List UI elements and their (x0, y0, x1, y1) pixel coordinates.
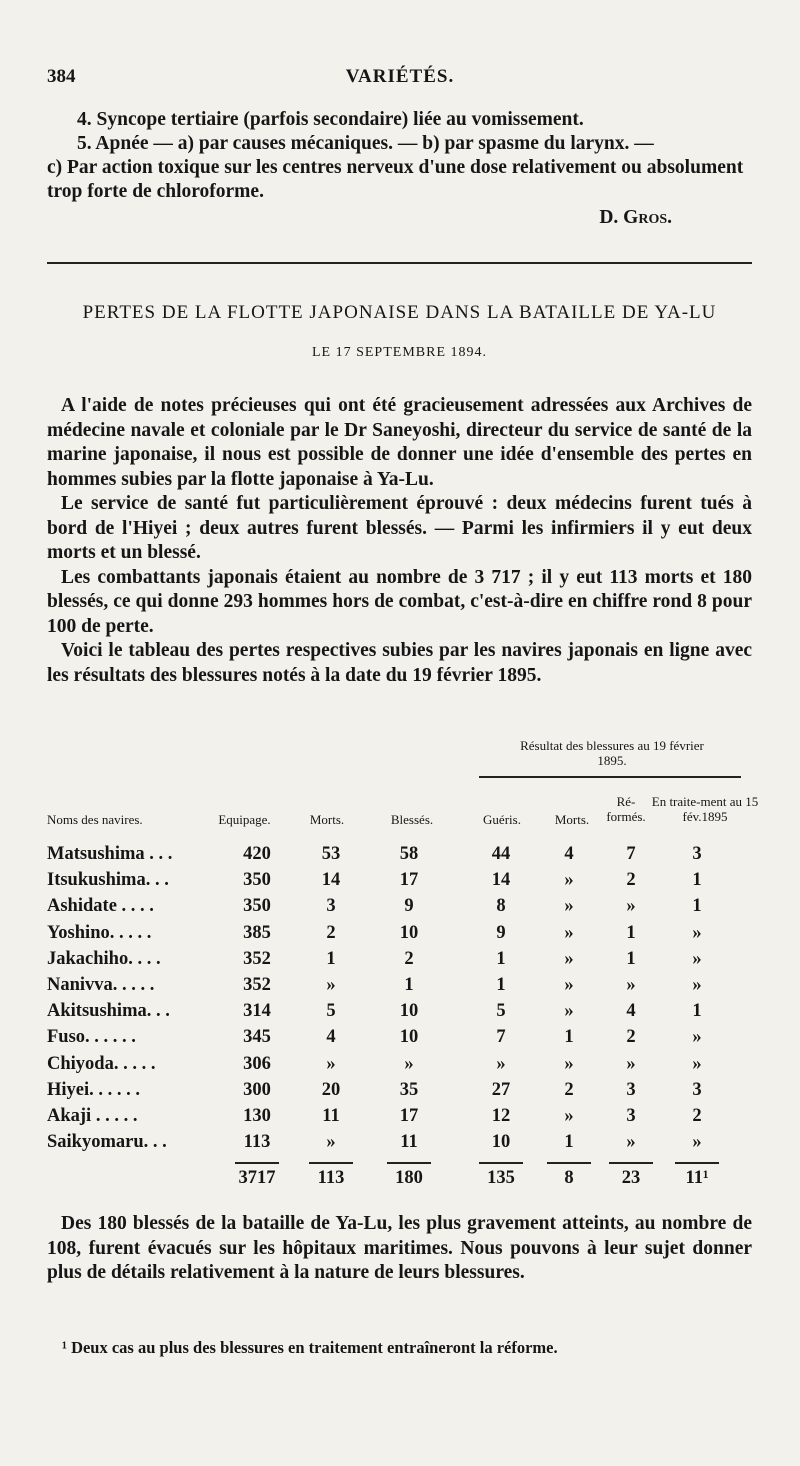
total-rule (675, 1162, 719, 1164)
cell-ship-name: Akaji . . . . . (47, 1106, 138, 1126)
cell-morts-2: » (564, 948, 574, 969)
paragraph: Des 180 blessés de la bataille de Ya-Lu, les plus gravement atteints, au nombre de 108, furent évacués sur les hôpitaux maritimes. Nous pouvons à leur sujet donner plus de détails relativement à la nature de leurs blessures. (47, 1213, 752, 1283)
cell-equipage: 385 (243, 922, 271, 943)
cell-equipage: 300 (243, 1079, 271, 1100)
table-row (47, 923, 762, 947)
cell-reformes: » (626, 975, 636, 995)
cell-gueris: 27 (491, 1079, 511, 1100)
article-title: PERTES DE LA FLOTTE JAPONAISE DANS LA BATAILLE DE YA-LU (82, 302, 717, 323)
cell-blesses: 58 (399, 844, 419, 864)
cell-traitement: 1 (692, 1001, 702, 1022)
total-equipage: 3717 (238, 1168, 276, 1188)
cell-morts-2: 1 (564, 1132, 574, 1153)
cell-blesses: 10 (399, 1027, 419, 1048)
col-header-names: Noms des navires. (47, 812, 143, 827)
cell-gueris: 10 (491, 1132, 511, 1153)
running-header (47, 66, 753, 92)
cell-reformes: 2 (626, 1027, 636, 1048)
cell-reformes: 1 (626, 922, 636, 943)
cell-morts: 4 (326, 1027, 336, 1048)
cell-traitement: » (692, 1132, 702, 1153)
table-row (47, 1001, 762, 1025)
cell-ship-name: Ashidate . . . . (47, 896, 154, 917)
cell-gueris: 14 (491, 870, 511, 891)
total-morts: 113 (317, 1168, 345, 1188)
cell-ship-name: Yoshino. . . . . (47, 922, 152, 943)
total-rule (309, 1162, 353, 1164)
cell-blesses: 10 (399, 1001, 419, 1022)
cell-morts: » (326, 1132, 336, 1153)
total-rule (547, 1162, 591, 1164)
col-header-reformes: Ré-formés. (606, 794, 646, 824)
closing-paragraph (47, 1212, 752, 1286)
cell-morts: 53 (321, 844, 341, 864)
cell-gueris: 1 (496, 948, 506, 969)
table-row (47, 1132, 762, 1156)
cell-morts: 5 (326, 1001, 336, 1022)
running-title: VARIÉTÉS. (345, 66, 455, 87)
cell-ship-name: Itsukushima. . . (47, 870, 169, 891)
table-group-header: Résultat des blessures au 19 février 1895. (520, 738, 704, 768)
previous-article-end (47, 108, 752, 230)
paragraph: Le service de santé fut particulièrement éprouvé : deux médecins furent tués à bord de l'Hiyei ; deux autres furent blessés. — Parmi les infirmiers il y eut deux morts et un blessé. (47, 493, 752, 563)
cell-blesses: 11 (400, 1132, 418, 1153)
cell-reformes: » (626, 896, 636, 917)
table-row (47, 949, 762, 973)
cell-traitement: 2 (692, 1106, 702, 1126)
cell-blesses: 17 (399, 870, 419, 891)
cell-reformes: 3 (626, 1106, 636, 1126)
paragraph: Les combattants japonais étaient au nombre de 3 717 ; il y eut 113 morts et 180 blessés, ce qui donne 293 hommes hors de combat, c'est-à-dire en chiffre rond 8 pour 100 de perte. (47, 566, 752, 637)
cell-morts-2: » (564, 922, 574, 943)
cell-gueris: 12 (491, 1106, 511, 1126)
cell-traitement: 1 (692, 870, 702, 891)
cell-morts-2: 1 (564, 1027, 574, 1048)
cell-morts-2: » (564, 870, 574, 891)
list-item-5: 5. Apnée — a) par causes mécaniques. — b) par spasme du larynx. — (77, 133, 654, 154)
cell-traitement: » (692, 975, 702, 995)
cell-gueris: 44 (491, 844, 511, 864)
cell-equipage: 352 (243, 975, 271, 995)
list-item-5-continued: c) Par action toxique sur les centres nerveux d'une dose relativement ou absolument trop forte de chloroforme. (47, 157, 744, 202)
cell-equipage: 350 (243, 870, 271, 891)
col-header-blesses: Blessés. (390, 812, 434, 827)
table-row (47, 1106, 762, 1130)
cell-blesses: » (404, 1053, 414, 1074)
cell-ship-name: Chiyoda. . . . . (47, 1053, 156, 1074)
cell-morts-2: » (564, 1106, 574, 1126)
cell-ship-name: Akitsushima. . . (47, 1001, 170, 1022)
cell-gueris: 5 (496, 1001, 506, 1022)
cell-morts: 3 (326, 896, 336, 917)
cell-equipage: 306 (243, 1053, 271, 1074)
cell-traitement: » (692, 1027, 702, 1048)
cell-traitement: 3 (692, 844, 702, 864)
total-rule (387, 1162, 431, 1164)
col-header-gueris: Guéris. (483, 812, 521, 827)
cell-equipage: 345 (243, 1027, 271, 1048)
total-reformes: 23 (621, 1168, 641, 1188)
total-gueris: 135 (487, 1168, 515, 1188)
cell-reformes: » (626, 1053, 636, 1074)
cell-equipage: 420 (243, 844, 271, 864)
col-header-equipage: Equipage. (218, 812, 271, 827)
cell-blesses: 10 (399, 922, 419, 943)
cell-gueris: 8 (496, 896, 506, 917)
article-date: LE 17 SEPTEMBRE 1894. (311, 345, 487, 360)
losses-table (47, 738, 762, 1198)
table-row (47, 1027, 762, 1051)
total-morts-2: 8 (564, 1168, 574, 1188)
cell-morts: 14 (321, 870, 341, 891)
cell-gueris: 9 (496, 922, 506, 943)
table-row (47, 844, 762, 868)
list-item-4: 4. Syncope tertiaire (parfois secondaire) liée au vomissement. (77, 109, 584, 130)
cell-blesses: 9 (404, 896, 414, 917)
cell-reformes: » (626, 1132, 636, 1153)
cell-blesses: 17 (399, 1106, 419, 1126)
cell-blesses: 1 (404, 975, 414, 995)
footnote: ¹ Deux cas au plus des blessures en traitement entraîneront la réforme. (62, 1338, 558, 1357)
cell-morts: 1 (326, 948, 336, 969)
cell-reformes: 7 (626, 844, 636, 864)
cell-blesses: 2 (404, 948, 414, 969)
cell-morts-2: 2 (564, 1079, 574, 1100)
table-row (47, 1080, 762, 1104)
cell-ship-name: Jakachiho. . . . (47, 948, 161, 969)
cell-equipage: 350 (243, 896, 271, 917)
cell-gueris: » (496, 1053, 506, 1074)
col-header-morts-2: Morts. (554, 812, 590, 827)
cell-morts: 2 (326, 922, 336, 943)
signature: D. Gros. (599, 207, 672, 228)
cell-gueris: 1 (496, 975, 506, 995)
cell-morts-2: » (564, 975, 574, 995)
total-rule (479, 1162, 523, 1164)
cell-equipage: 113 (243, 1132, 271, 1153)
table-row (47, 896, 762, 920)
col-header-traitement: En traite-ment au 15 fév.1895 (651, 794, 759, 824)
cell-reformes: 2 (626, 870, 636, 891)
cell-equipage: 130 (243, 1106, 271, 1126)
cell-ship-name: Matsushima . . . (47, 844, 173, 864)
cell-traitement: » (692, 948, 702, 969)
cell-morts: 11 (322, 1106, 340, 1126)
total-traitement: 11¹ (685, 1168, 709, 1188)
cell-blesses: 35 (399, 1079, 419, 1100)
cell-morts-2: » (564, 896, 574, 917)
cell-morts: » (326, 975, 336, 995)
article-subtitle (47, 340, 752, 362)
section-divider (47, 262, 752, 264)
table-row (47, 1054, 762, 1078)
cell-reformes: 3 (626, 1079, 636, 1100)
table-row (47, 870, 762, 894)
cell-gueris: 7 (496, 1027, 506, 1048)
total-rule (609, 1162, 653, 1164)
cell-reformes: 4 (626, 1001, 636, 1022)
col-header-morts: Morts. (309, 812, 345, 827)
cell-morts: » (326, 1053, 336, 1074)
group-brace (479, 776, 741, 778)
total-rule (235, 1162, 279, 1164)
paragraph: Voici le tableau des pertes respectives subies par les navires japonais en ligne avec les résultats des blessures notés à la date du 19 février 1895. (47, 640, 752, 686)
article-body (47, 394, 752, 688)
cell-morts: 20 (321, 1079, 341, 1100)
cell-traitement: 3 (692, 1079, 702, 1100)
cell-ship-name: Nanivva. . . . . (47, 975, 155, 995)
cell-ship-name: Fuso. . . . . . (47, 1027, 136, 1048)
table-row (47, 975, 762, 999)
cell-morts-2: 4 (564, 844, 574, 864)
page-number: 384 (47, 66, 76, 87)
cell-traitement: » (692, 1053, 702, 1074)
cell-reformes: 1 (626, 948, 636, 969)
cell-traitement: » (692, 922, 702, 943)
paragraph: A l'aide de notes précieuses qui ont été gracieusement adressées aux Archives de médecine navale et coloniale par le Dr Saneyoshi, directeur du service de santé de la marine japonaise, il nous est possible de donner une idée d'ensemble des pertes en hommes subies par la flotte japonaise à Ya-Lu. (47, 395, 752, 490)
cell-equipage: 352 (243, 948, 271, 969)
cell-ship-name: Hiyei. . . . . . (47, 1079, 141, 1100)
cell-equipage: 314 (243, 1001, 271, 1022)
cell-ship-name: Saikyomaru. . . (47, 1132, 167, 1153)
total-blesses: 180 (395, 1168, 423, 1188)
cell-morts-2: » (564, 1053, 574, 1074)
cell-morts-2: » (564, 1001, 574, 1022)
cell-traitement: 1 (692, 896, 702, 917)
